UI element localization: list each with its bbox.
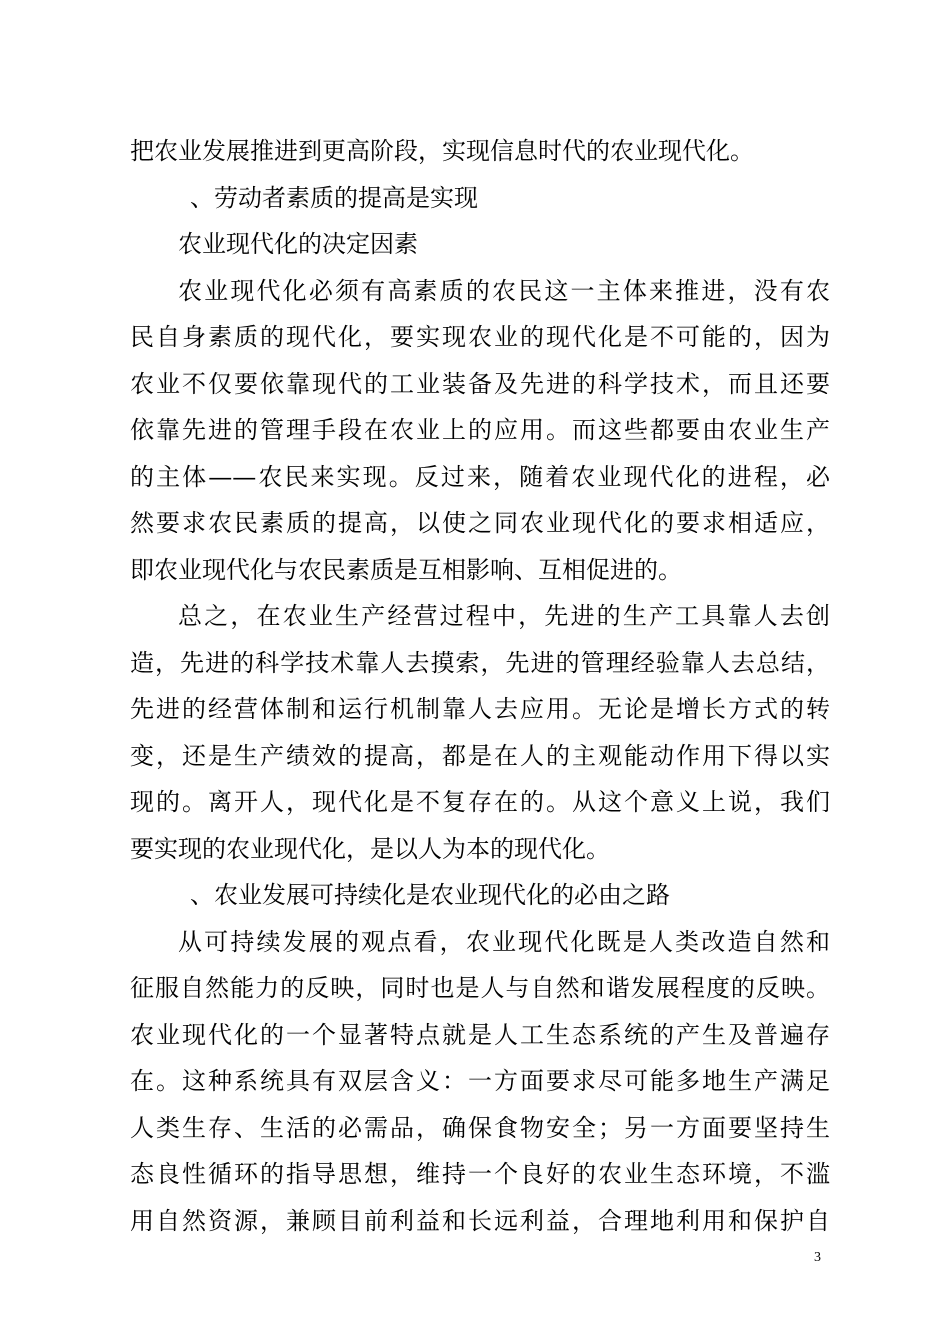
text-line: 要实现的农业现代化，是以人为本的现代化。 xyxy=(130,834,610,863)
section-heading: 、农业发展可持续化是农业现代化的必由之路 xyxy=(190,881,670,909)
text-line: 在。这种系统具有双层含义：一方面要求尽可能多地生产满足 xyxy=(130,1067,830,1095)
section-heading: 、劳动者素质的提高是实现 xyxy=(190,183,478,212)
text-line: 即农业现代化与农民素质是互相影响、互相促进的。 xyxy=(130,555,682,584)
text-line: 先进的经营体制和运行机制靠人去应用。无论是增长方式的转 xyxy=(130,695,830,723)
text-line: 农业现代化必须有高素质的农民这一主体来推进，没有农 xyxy=(178,276,830,305)
text-line: 依靠先进的管理手段在农业上的应用。而这些都要由农业生产 xyxy=(130,416,830,444)
text-line: 现的。离开人，现代化是不复存在的。从这个意义上说，我们 xyxy=(130,788,830,816)
text-line: 民自身素质的现代化，要实现农业的现代化是不可能的，因为 xyxy=(130,323,830,351)
text-line: 造，先进的科学技术靠人去摸索，先进的管理经验靠人去总结， xyxy=(130,648,830,677)
text-line: 从可持续发展的观点看，农业现代化既是人类改造自然和 xyxy=(178,927,830,956)
text-line: 农业现代化的一个显著特点就是人工生态系统的产生及普遍存 xyxy=(130,1020,830,1049)
text-line: 变，还是生产绩效的提高，都是在人的主观能动作用下得以实 xyxy=(130,741,830,770)
text-line: 农业现代化的决定因素 xyxy=(178,230,418,258)
text-line: 然要求农民素质的提高，以使之同农业现代化的要求相适应， xyxy=(130,509,830,537)
text-line: 农业不仅要依靠现代的工业装备及先进的科学技术，而且还要 xyxy=(130,369,830,398)
body-text xyxy=(130,128,830,1244)
page-number: 3 xyxy=(814,1250,821,1265)
text-line: 总之，在农业生产经营过程中，先进的生产工具靠人去创 xyxy=(178,602,830,630)
text-line: 征服自然能力的反映，同时也是人与自然和谐发展程度的反映。 xyxy=(130,974,830,1002)
text-line: 用自然资源，兼顾目前利益和长远利益，合理地利用和保护自 xyxy=(130,1206,830,1235)
text-line: 人类生存、生活的必需品，确保食物安全；另一方面要坚持生 xyxy=(130,1113,830,1142)
text-line: 态良性循环的指导思想，维持一个良好的农业生态环境，不滥 xyxy=(130,1160,830,1188)
text-line: 的主体——农民来实现。反过来，随着农业现代化的进程，必 xyxy=(130,462,830,491)
text-line: 把农业发展推进到更高阶段，实现信息时代的农业现代化。 xyxy=(130,137,754,165)
